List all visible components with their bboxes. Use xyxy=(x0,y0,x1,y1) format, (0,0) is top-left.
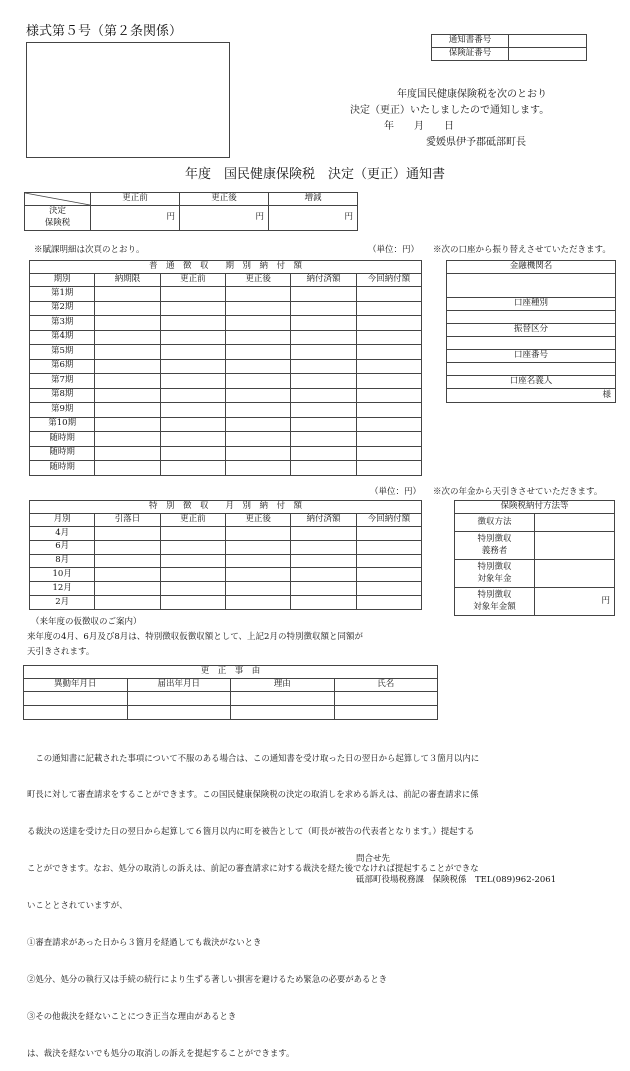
account-number-value xyxy=(447,363,616,376)
period-label: 随時期 xyxy=(30,461,95,476)
summary-after: 円 xyxy=(180,206,269,231)
month-label: 10月 xyxy=(30,568,95,582)
period-label: 第9期 xyxy=(30,403,95,418)
pension-method-table xyxy=(454,500,615,616)
table-row xyxy=(30,461,422,476)
bank-name-value xyxy=(447,274,616,298)
collection-method-value xyxy=(535,514,615,532)
table-row xyxy=(30,527,422,541)
column-header: 引落日 xyxy=(95,514,160,527)
target-pension-value xyxy=(535,560,615,588)
column-header: 今回納付額 xyxy=(356,514,421,527)
table-row xyxy=(30,301,422,316)
column-header: 更正前 xyxy=(160,274,225,287)
month-label: 2月 xyxy=(30,595,95,609)
date-line: 年 月 日 xyxy=(384,121,454,132)
bank-name-label: 金融機関名 xyxy=(447,261,616,274)
bank-account-table xyxy=(446,260,616,403)
legal-line: ことができます。なお、処分の取消しの訴えは、前記の審査請求に対する裁決を経た後でなければ提起することができな xyxy=(27,863,479,874)
legal-line: 町長に対して審査請求をすることができます。この国民健康保険税の決定の取消しを求める訴えは、前記の審査請求に係 xyxy=(27,789,479,800)
unit-note-2: （単位：円） xyxy=(370,487,422,497)
intro-line-1: 年度国民健康保険税を次のとおり xyxy=(397,89,547,100)
column-header: 納付済額 xyxy=(291,274,356,287)
ordinary-collection-table xyxy=(29,260,422,476)
month-label: 12月 xyxy=(30,582,95,596)
notice-number-value xyxy=(509,35,587,48)
column-header: 納付済額 xyxy=(291,514,356,527)
period-label: 第6期 xyxy=(30,359,95,374)
period-label: 第8期 xyxy=(30,388,95,403)
provisional-line-1: 来年度の4月、6月及び8月は、特別徴収仮徴収額として、上記2月の特別徴収額と同額が xyxy=(27,632,363,642)
ordinary-title: 普 通 徴 収 期 別 納 付 額 xyxy=(30,261,422,274)
period-label: 第3期 xyxy=(30,316,95,331)
column-header: 更正後 xyxy=(225,514,290,527)
pension-title: 保険税納付方法等 xyxy=(455,501,615,514)
column-header: 理由 xyxy=(231,679,335,692)
provisional-line-2: 天引きされます。 xyxy=(27,647,95,657)
special-collection-table xyxy=(29,500,422,610)
table-row xyxy=(30,446,422,461)
insured-number-label: 保険証番号 xyxy=(432,48,509,61)
period-label: 第7期 xyxy=(30,374,95,389)
summary-header: 更正後 xyxy=(180,193,269,206)
period-label: 第10期 xyxy=(30,417,95,432)
table-row xyxy=(30,316,422,331)
contact-label: 問合せ先 xyxy=(356,854,391,864)
account-type-value xyxy=(447,311,616,324)
column-header: 更正前 xyxy=(160,514,225,527)
table-row xyxy=(30,595,422,609)
legal-line: ②処分、処分の執行又は手続の続行により生ずる著しい損害を避けるため緊急の必要があるとき xyxy=(27,973,388,984)
account-number-label: 口座番号 xyxy=(447,350,616,363)
account-holder-value: 様 xyxy=(447,389,616,403)
notice-number-label: 通知書番号 xyxy=(432,35,509,48)
table-row xyxy=(30,330,422,345)
period-label: 第5期 xyxy=(30,345,95,360)
breakdown-note: ※賦課明細は次頁のとおり。 xyxy=(34,245,145,255)
table-row xyxy=(24,692,438,706)
column-header: 更正後 xyxy=(225,274,290,287)
column-header: 今回納付額 xyxy=(356,274,421,287)
month-label: 6月 xyxy=(30,540,95,554)
address-window xyxy=(26,42,230,158)
unit-note: （単位：円） xyxy=(368,245,420,255)
table-row xyxy=(30,432,422,447)
table-row xyxy=(30,417,422,432)
legal-line: る裁決の送達を受けた日の翌日から起算して６箇月以内に町を被告として（町長が被告の代表者となります。）提起する xyxy=(27,826,475,837)
column-header: 月別 xyxy=(30,514,95,527)
column-header: 届出年月日 xyxy=(127,679,231,692)
table-row xyxy=(30,554,422,568)
summary-before: 円 xyxy=(91,206,180,231)
account-type-label: 口座種別 xyxy=(447,298,616,311)
reason-title: 更 正 事 由 xyxy=(24,666,438,679)
summary-header: 更正前 xyxy=(91,193,180,206)
provisional-heading: （来年度の仮徴収のご案内） xyxy=(31,617,142,627)
period-label: 第1期 xyxy=(30,287,95,302)
table-row xyxy=(30,582,422,596)
obligor-label: 特別徴収 義務者 xyxy=(455,532,535,560)
table-row xyxy=(30,287,422,302)
correction-reason-table xyxy=(23,665,438,720)
legal-line: この通知書に記載された事項について不服のある場合は、この通知書を受け取った日の翌日から起算して３箇月以内に xyxy=(27,752,480,763)
summary-header: 増減 xyxy=(269,193,358,206)
legal-line: は、裁決を経ないでも処分の取消しの訴えを提起することができます。 xyxy=(27,1047,295,1058)
table-row xyxy=(30,374,422,389)
table-row xyxy=(30,540,422,554)
table-row xyxy=(24,706,438,720)
transfer-type-value xyxy=(447,337,616,350)
summary-diff: 円 xyxy=(269,206,358,231)
summary-row-label: 決定 保険税 xyxy=(25,206,91,231)
collection-method-label: 徴収方法 xyxy=(455,514,535,532)
special-title: 特 別 徴 収 月 別 納 付 額 xyxy=(30,501,422,514)
column-header: 納期限 xyxy=(95,274,160,287)
period-label: 第4期 xyxy=(30,330,95,345)
column-header: 氏名 xyxy=(334,679,438,692)
page-title: 年度 国民健康保険税 決定（更正）通知書 xyxy=(184,167,445,182)
target-pension-label: 特別徴収 対象年金 xyxy=(455,560,535,588)
legal-line: いこととされていますが、 xyxy=(27,900,128,911)
reference-number-table xyxy=(431,34,587,61)
legal-line: ③その他裁決を経ないことにつき正当な理由があるとき xyxy=(27,1010,237,1021)
period-label: 随時期 xyxy=(30,446,95,461)
column-header: 期別 xyxy=(30,274,95,287)
form-number: 様式第５号（第２条関係） xyxy=(26,24,183,39)
period-label: 第2期 xyxy=(30,301,95,316)
pension-deduct-note: ※次の年金から天引きさせていただきます。 xyxy=(433,487,603,497)
table-row xyxy=(30,359,422,374)
insured-number-value xyxy=(509,48,587,61)
summary-table xyxy=(24,192,358,231)
table-row xyxy=(30,345,422,360)
table-row xyxy=(30,568,422,582)
obligor-value xyxy=(535,532,615,560)
target-pension-amount-value: 円 xyxy=(535,588,615,616)
account-holder-label: 口座名義人 xyxy=(447,376,616,389)
bank-transfer-note: ※次の口座から振り替えさせていただきます。 xyxy=(433,245,611,255)
table-row xyxy=(30,403,422,418)
column-header: 異動年月日 xyxy=(24,679,128,692)
legal-line: ①審査請求があった日から３箇月を経過しても裁決がないとき xyxy=(27,937,262,948)
month-label: 8月 xyxy=(30,554,95,568)
summary-corner xyxy=(25,193,91,206)
intro-line-2: 決定（更正）いたしましたので通知します。 xyxy=(350,105,550,116)
contact-office: 砥部町役場税務課 保険税係 TEL(089)962-2061 xyxy=(356,875,557,885)
month-label: 4月 xyxy=(30,527,95,541)
issuer: 愛媛県伊予郡砥部町長 xyxy=(426,137,526,148)
transfer-type-label: 振替区分 xyxy=(447,324,616,337)
table-row xyxy=(30,388,422,403)
target-pension-amount-label: 特別徴収 対象年金額 xyxy=(455,588,535,616)
period-label: 随時期 xyxy=(30,432,95,447)
legal-notice xyxy=(27,727,617,1071)
